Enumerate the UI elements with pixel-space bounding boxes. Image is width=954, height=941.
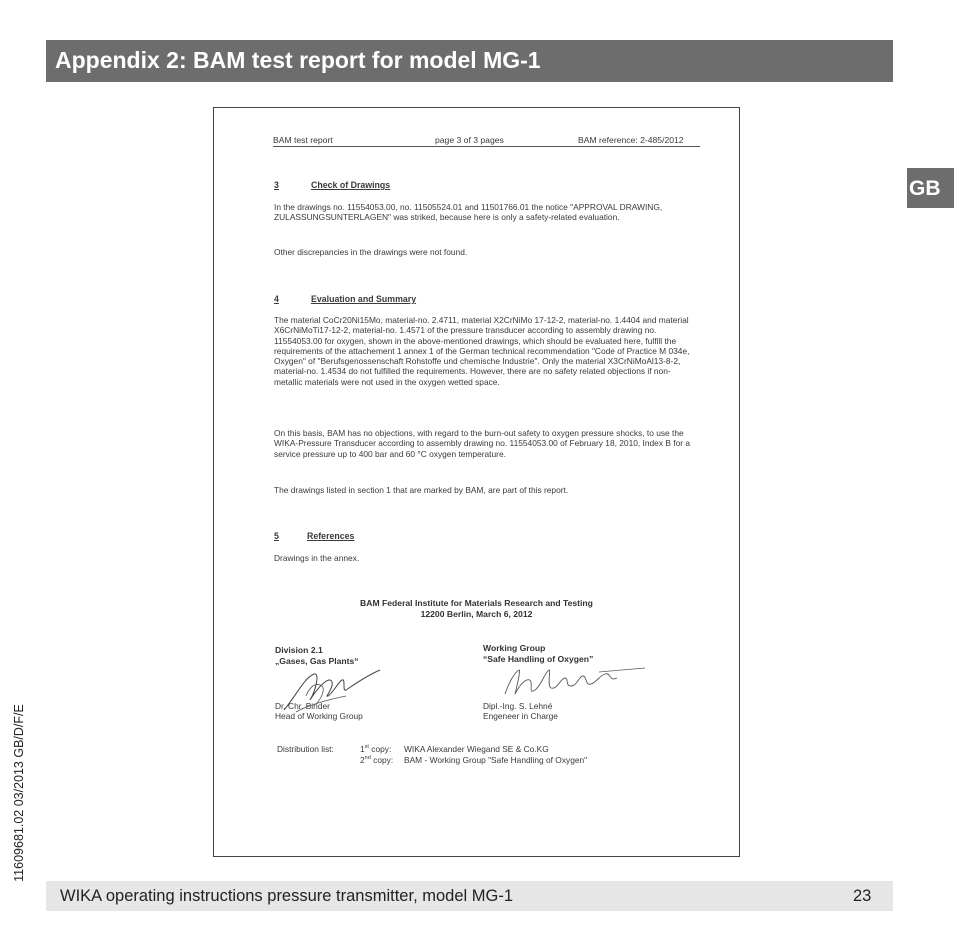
section-3-number: 3: [274, 180, 279, 190]
running-head-rule: [273, 146, 700, 147]
section-3-title: Check of Drawings: [311, 180, 391, 190]
report-page: [214, 108, 739, 856]
right-signatory-name: Dipl.-Ing. S. Lehné: [483, 701, 553, 711]
distribution-copy-2-text: BAM - Working Group "Safe Handling of Oxygen": [404, 755, 588, 765]
left-division-name: „Gases, Gas Plants“: [275, 656, 359, 666]
section-4-number: 4: [274, 294, 279, 304]
running-head-left: BAM test report: [273, 135, 333, 145]
section-5-number: 5: [274, 531, 279, 541]
right-working-group: Working Group: [483, 643, 546, 653]
left-signatory-role: Head of Working Group: [275, 711, 363, 721]
page-footer: [46, 881, 893, 911]
running-head-right: BAM reference: 2-485/2012: [578, 135, 684, 145]
page-number: 23: [853, 887, 872, 905]
section-4-paragraph-1: The material CoCr20Ni15Mo, material-no. 2.4711, material X2CrNiMo 17-12-2, material-no. 1.4404 and material X6CrNiMoTi17-12-2, material-no. 1.4571 of the pressure transducer according to assembly drawing no. 11554053.00 for oxygen, shown in the above-mentioned drawings, which should be evaluated here, fulfill the requirements of the attachement 1 annex 1 of the German technical recommendation "Code of Practice M 034e, Oxygen" of "Berufsgenossenschaft Rohstoffe und chemische Industrie". Only the material X3CrNiMoAl13-8-2, material-no. 1.4534 do not fulfilled the requirements. However, there are no safety related objections if non-metallic materials were not used in the oxygen wetted space.: [274, 315, 690, 387]
document-code-vertical: [12, 685, 26, 900]
distribution-copy-1-text: WIKA Alexander Wiegand SE & Co.KG: [404, 744, 549, 754]
bam-report-scan: [213, 107, 740, 857]
left-division: Division 2.1: [275, 645, 323, 655]
section-5-paragraph-1: Drawings in the annex.: [274, 553, 360, 563]
lehne-signature: [499, 664, 649, 700]
distribution-label: Distribution list:: [277, 744, 334, 754]
institute-name: BAM Federal Institute for Materials Research and Testing: [360, 598, 593, 608]
left-signatory-name: Dr. Chr. Binder: [275, 701, 330, 711]
right-working-group-name: “Safe Handling of Oxygen”: [483, 654, 594, 664]
section-4-title: Evaluation and Summary: [311, 294, 417, 304]
section-3-paragraph-2: Other discrepancies in the drawings were not found.: [274, 247, 468, 257]
section-4-paragraph-2: On this basis, BAM has no objections, with regard to the burn-out safety to oxygen pressure shocks, to use the WIKA-Pressure Transducer according to assembly drawing no. 11554053.00 of February 18, 2010, Index B for a service pressure up to 400 bar and 60 °C oxygen temperature.: [274, 428, 691, 459]
right-signatory-role: Engeneer in Charge: [483, 711, 558, 721]
institute-address-date: 12200 Berlin, March 6, 2012: [420, 609, 533, 619]
distribution-copy-2-label: 2nd copy:: [360, 755, 394, 765]
appendix-header-bar: [46, 40, 893, 82]
footer-text: WIKA operating instructions pressure transmitter, model MG-1: [60, 887, 514, 905]
distribution-copy-1-label: 1st copy:: [360, 744, 392, 754]
language-tab-label: GB: [909, 177, 941, 200]
running-head-center: page 3 of 3 pages: [435, 135, 504, 145]
section-3-paragraph-1: In the drawings no. 11554053.00, no. 11505524.01 and 11501766.01 the notice "APPROVAL DRAWING, ZULASSUNGSUNTERLAGEN" was striked, because here is only a safety-related evaluation.: [274, 202, 663, 223]
section-4-paragraph-3: The drawings listed in section 1 that are marked by BAM, are part of this report.: [274, 485, 569, 495]
section-5-title: References: [307, 531, 355, 541]
language-tab: [907, 168, 954, 208]
appendix-title: Appendix 2: BAM test report for model MG-1: [55, 47, 541, 73]
document-code-text: 11609681.02 03/2013 GB/D/F/E: [12, 703, 26, 882]
